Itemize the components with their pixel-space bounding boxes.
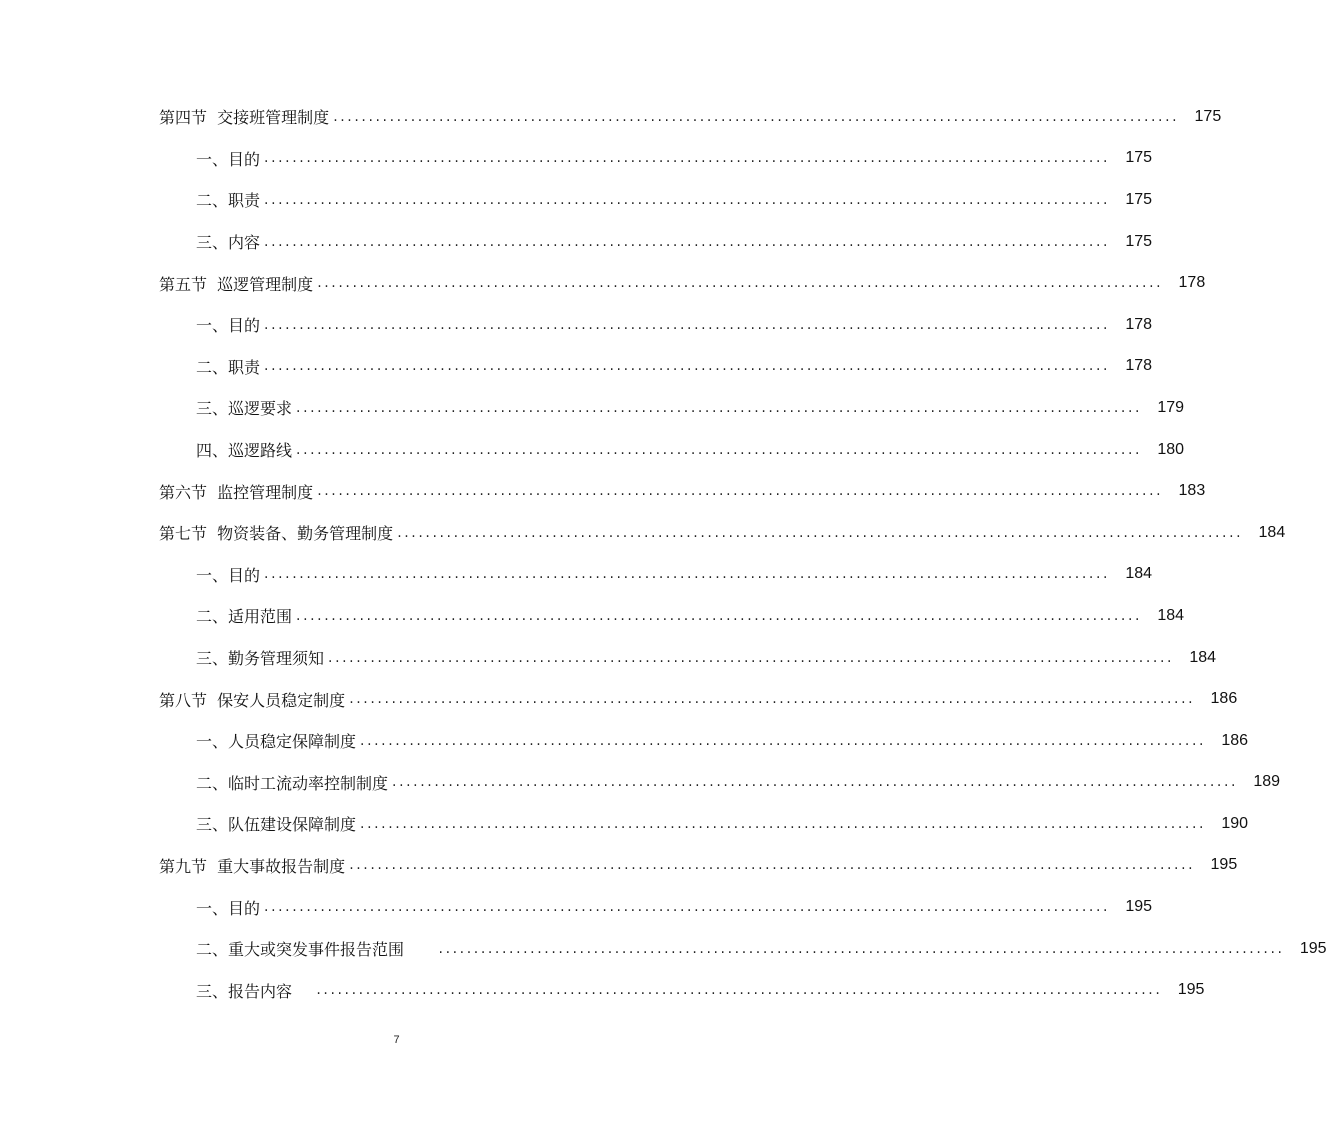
toc-entry-page: 178	[1125, 357, 1153, 375]
toc-entry-title: 一、目的	[196, 149, 261, 169]
toc-section-entry	[0, 678, 1238, 720]
toc-entry-page: 178	[1178, 274, 1206, 292]
toc-entry-page: 175	[1125, 149, 1153, 167]
toc-subsection-entry	[0, 429, 1185, 471]
toc-entry-page: 179	[1157, 398, 1185, 416]
toc-dot-leader: ........................................................................................................................	[317, 275, 1164, 292]
toc-entry-title: 第五节 巡逻管理制度	[159, 274, 314, 294]
toc-dot-leader: ........................................................................................................................	[264, 899, 1111, 916]
toc-subsection-entry	[0, 928, 1327, 970]
toc-entry-page: 195	[1210, 856, 1238, 874]
toc-subsection-entry	[0, 969, 1205, 1011]
toc-entry-title: 第四节 交接班管理制度	[159, 108, 330, 128]
toc-entry-title: 二、职责	[196, 191, 261, 211]
toc-dot-leader: ........................................................................................................................	[360, 732, 1207, 749]
toc-subsection-entry	[0, 221, 1153, 263]
toc-entry-title: 一、目的	[196, 898, 261, 918]
toc-dot-leader: ........................................................................................................................	[264, 233, 1111, 250]
toc-entry-page: 175	[1125, 232, 1153, 250]
toc-entry-page: 189	[1253, 773, 1281, 791]
toc-dot-leader: ........................................................................................................................	[264, 150, 1111, 167]
toc-section-entry	[0, 96, 1222, 138]
toc-dot-leader: ........................................................................................................................	[349, 857, 1196, 874]
toc-entry-title: 二、职责	[196, 357, 261, 377]
toc-dot-leader: ........................................................................................................................	[438, 940, 1285, 957]
toc-subsection-entry	[0, 595, 1185, 637]
toc-entry-page: 178	[1125, 315, 1153, 333]
toc-subsection-entry	[0, 554, 1153, 596]
toc-dot-leader: ........................................................................................................................	[296, 607, 1143, 624]
toc-entry-page: 195	[1177, 981, 1205, 999]
toc-entry-title: 一、人员稳定保障制度	[196, 732, 357, 752]
toc-entry-title: 一、目的	[196, 565, 261, 585]
toc-section-entry	[0, 845, 1238, 887]
toc-dot-leader: ........................................................................................................................	[264, 358, 1111, 375]
toc-subsection-entry	[0, 886, 1153, 928]
toc-dot-leader: ........................................................................................................................	[316, 982, 1163, 999]
toc-subsection-entry	[0, 762, 1281, 804]
toc-dot-leader: ........................................................................................................................	[392, 774, 1239, 791]
toc-entry-title: 三、报告内容	[196, 981, 313, 1001]
toc-entry-title: 三、内容	[196, 233, 261, 253]
toc-entry-page: 186	[1221, 731, 1249, 749]
toc-subsection-entry	[0, 720, 1249, 762]
toc-section-entry	[0, 512, 1286, 554]
toc-subsection-entry	[0, 138, 1153, 180]
toc-entry-title: 第七节 物资装备、勤务管理制度	[159, 524, 394, 544]
toc-entry-title: 第六节 监控管理制度	[159, 482, 314, 502]
toc-entry-title: 三、勤务管理须知	[196, 649, 325, 669]
toc-dot-leader: ........................................................................................................................	[333, 108, 1180, 125]
toc-subsection-entry	[0, 346, 1153, 388]
toc-entry-title: 第八节 保安人员稳定制度	[159, 690, 346, 710]
toc-subsection-entry	[0, 179, 1153, 221]
toc-dot-leader: ........................................................................................................................	[397, 524, 1244, 541]
toc-subsection-entry	[0, 637, 1217, 679]
page-number: 7	[393, 1034, 400, 1046]
toc-entry-page: 190	[1221, 814, 1249, 832]
toc-dot-leader: ........................................................................................................................	[360, 815, 1207, 832]
toc-entry-page: 183	[1178, 482, 1206, 500]
toc-dot-leader: ........................................................................................................................	[264, 191, 1111, 208]
toc-entry-title: 第九节 重大事故报告制度	[159, 856, 346, 876]
toc-entry-page: 184	[1189, 648, 1217, 666]
table-of-contents	[0, 96, 1327, 1011]
toc-dot-leader: ........................................................................................................................	[264, 316, 1111, 333]
toc-entry-page: 195	[1299, 939, 1327, 957]
toc-entry-page: 195	[1125, 898, 1153, 916]
toc-entry-page: 186	[1210, 690, 1238, 708]
toc-entry-title: 四、巡逻路线	[196, 441, 293, 461]
toc-dot-leader: ........................................................................................................................	[349, 691, 1196, 708]
toc-entry-page: 180	[1157, 440, 1185, 458]
toc-section-entry	[0, 262, 1206, 304]
toc-entry-title: 三、巡逻要求	[196, 399, 293, 419]
toc-entry-page: 175	[1125, 190, 1153, 208]
toc-subsection-entry	[0, 803, 1249, 845]
toc-entry-page: 184	[1157, 606, 1185, 624]
toc-entry-page: 184	[1258, 523, 1286, 541]
toc-dot-leader: ........................................................................................................................	[264, 566, 1111, 583]
toc-subsection-entry	[0, 304, 1153, 346]
toc-entry-page: 184	[1125, 565, 1153, 583]
toc-dot-leader: ........................................................................................................................	[296, 441, 1143, 458]
toc-section-entry	[0, 470, 1206, 512]
toc-entry-title: 三、队伍建设保障制度	[196, 815, 357, 835]
toc-dot-leader: ........................................................................................................................	[328, 649, 1175, 666]
toc-entry-title: 二、临时工流动率控制制度	[196, 773, 389, 793]
toc-entry-title: 一、目的	[196, 316, 261, 336]
toc-dot-leader: ........................................................................................................................	[296, 399, 1143, 416]
toc-entry-title: 二、重大或突发事件报告范围	[196, 940, 435, 960]
toc-subsection-entry	[0, 387, 1185, 429]
toc-entry-page: 175	[1194, 107, 1222, 125]
toc-entry-title: 二、适用范围	[196, 607, 293, 627]
toc-dot-leader: ........................................................................................................................	[317, 483, 1164, 500]
